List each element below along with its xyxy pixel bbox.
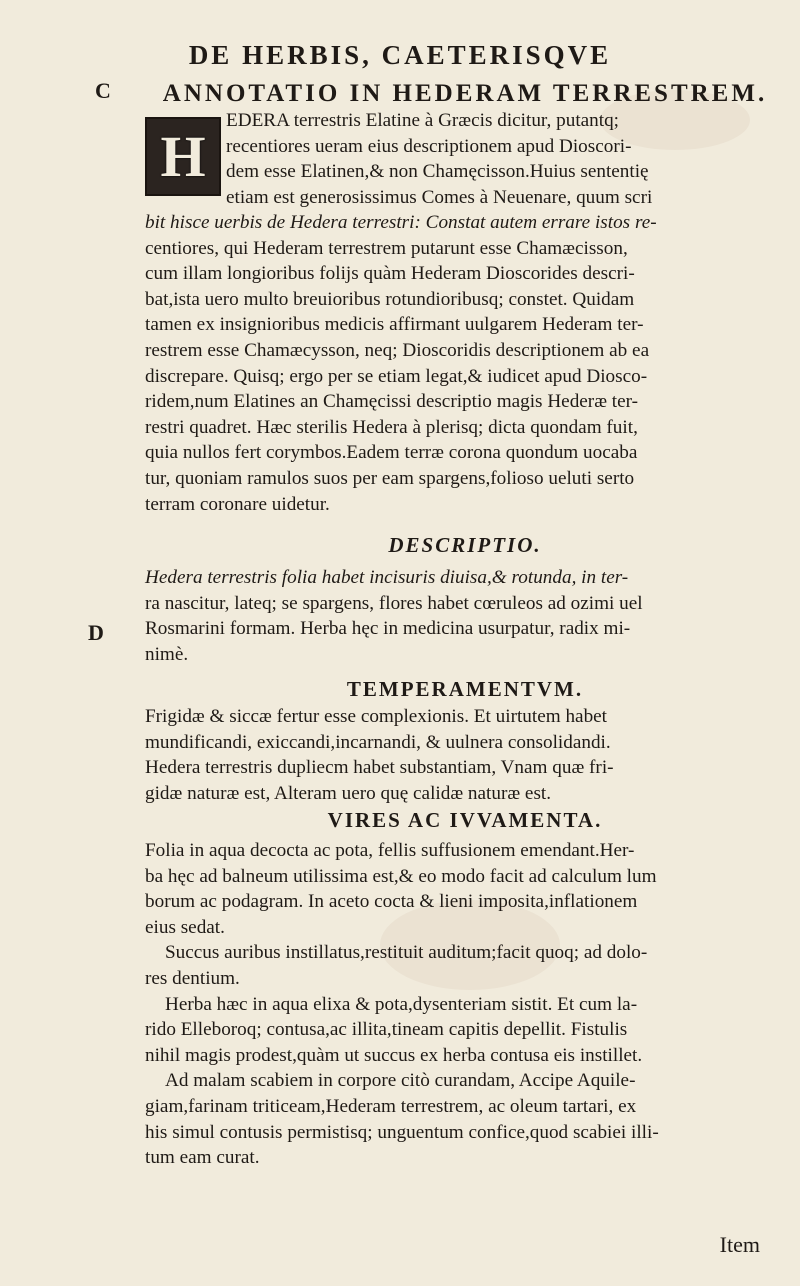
text-line: ridem,num Elatines an Chamęcissi descriptio magis Hederæ ter- <box>145 391 639 413</box>
text-line: etiam est generosissimus Comes à Neuenare, quum scri <box>226 186 653 208</box>
text-line: res dentium. <box>145 967 240 989</box>
temperamentum-paragraph <box>145 704 785 806</box>
descriptio-paragraph <box>145 565 785 667</box>
text-line: giam,farinam triticeam,Hederam terrestrem, ac oleum tartari, ex <box>145 1095 637 1117</box>
text-line: tum eam curat. <box>145 1147 260 1169</box>
running-head: DE HERBIS, CAETERISQVE <box>188 40 612 70</box>
temperamentum-heading: TEMPERAMENTVM. <box>346 677 584 701</box>
text-line: nihil magis prodest,quàm ut succus ex herba contusa eis instillet. <box>145 1044 643 1066</box>
text-line: Hedera terrestris folia habet incisuris diuisa,& rotunda, in ter- <box>145 567 629 588</box>
text-line: tamen ex insignioribus medicis affirmant uulgarem Hederam ter- <box>145 314 644 336</box>
text-line: rido Elleboroq; contusa,ac illita,tineam capitis depellit. Fistulis <box>145 1019 628 1041</box>
text-line: Herba hæc in aqua elixa & pota,dysenteriam sistit. Et cum la- <box>165 993 638 1015</box>
catchword: Item <box>719 1232 760 1257</box>
text-line: discrepare. Quisq; ergo per se etiam legat,& iudicet apud Diosco- <box>145 365 648 387</box>
vires-paragraph <box>145 838 785 1171</box>
margin-letter-c: C <box>95 78 111 103</box>
text-line: recentiores ueram eius descriptionem apud Dioscori- <box>226 135 632 157</box>
text-line: restrem esse Chamæcysson, neq; Dioscoridis descriptionem ab ea <box>145 339 650 361</box>
text-line: Hedera terrestris dupliecm habet substantiam, Vnam quæ fri- <box>145 757 614 779</box>
margin-letter-d: D <box>88 620 104 645</box>
section-title: ANNOTATIO IN HEDERAM TERRESTREM. <box>162 80 768 107</box>
intro-paragraph <box>226 108 786 210</box>
text-line: Succus auribus instillatus,restituit auditum;facit quoq; ad dolo- <box>165 942 648 964</box>
text-line: ra nascitur, lateq; se spargens, flores habet cœruleos ad ozimi uel <box>145 592 643 614</box>
text-line: Folia in aqua decocta ac pota, fellis suffusionem emendant.Her- <box>145 840 635 861</box>
text-line: cum illam longioribus folijs quàm Hederam Dioscorides descri- <box>145 263 635 285</box>
text-line: centiores, qui Hederam terrestrem putarunt esse Chamæcisson, <box>145 237 628 259</box>
text-line: borum ac podagram. In aceto cocta & lieni imposita,inflationem <box>145 891 638 913</box>
decorated-initial <box>145 117 221 196</box>
text-line: restri quadret. Hæc sterilis Hedera à plerisq; dicta quondam fuit, <box>145 416 638 438</box>
text-line: Rosmarini formam. Herba hęc in medicina usurpatur, radix mi- <box>145 618 631 640</box>
descriptio-heading: DESCRIPTIO. <box>388 533 542 557</box>
text-line: Frigidæ & siccæ fertur esse complexionis. Et uirtutem habet <box>145 706 608 727</box>
text-line: EDERA terrestris Elatine à Græcis dicitur, putantq; <box>226 110 620 131</box>
text-line: his simul contusis permistisq; unguentum confice,quod scabiei illi- <box>145 1121 659 1143</box>
text-line: Ad malam scabiem in corpore citò curandam, Accipe Aquile- <box>165 1070 636 1092</box>
text-line: mundificandi, exiccandi,incarnandi, & uulnera consolidandi. <box>145 731 611 753</box>
text-line: ba hęc ad balneum utilissima est,& eo modo facit ad calculum lum <box>145 865 657 887</box>
text-line: nimè. <box>145 643 189 665</box>
text-line: tur, quoniam ramulos suos per eam spargens,folioso ueluti serto <box>145 467 635 489</box>
text-line: bat,ista uero multo breuioribus rotundioribusq; constet. Quidam <box>145 288 635 310</box>
text-line: dem esse Elatinen,& non Chamęcisson.Huius sententię <box>226 161 649 183</box>
vires-heading: VIRES AC IVVAMENTA. <box>327 808 603 832</box>
text-line: terram coronare uidetur. <box>145 493 330 515</box>
annotatio-paragraph <box>145 210 785 517</box>
text-line: quia nullos fert corymbos.Eadem terræ corona quondum uocaba <box>145 442 638 464</box>
text-line: eius sedat. <box>145 916 225 938</box>
text-line: bit hisce uerbis de Hedera terrestri: Constat autem errare istos re- <box>145 212 657 233</box>
text-line: gidæ naturæ est, Alteram uero quę calidæ naturæ est. <box>145 782 552 804</box>
initial-letter: H <box>160 123 206 189</box>
